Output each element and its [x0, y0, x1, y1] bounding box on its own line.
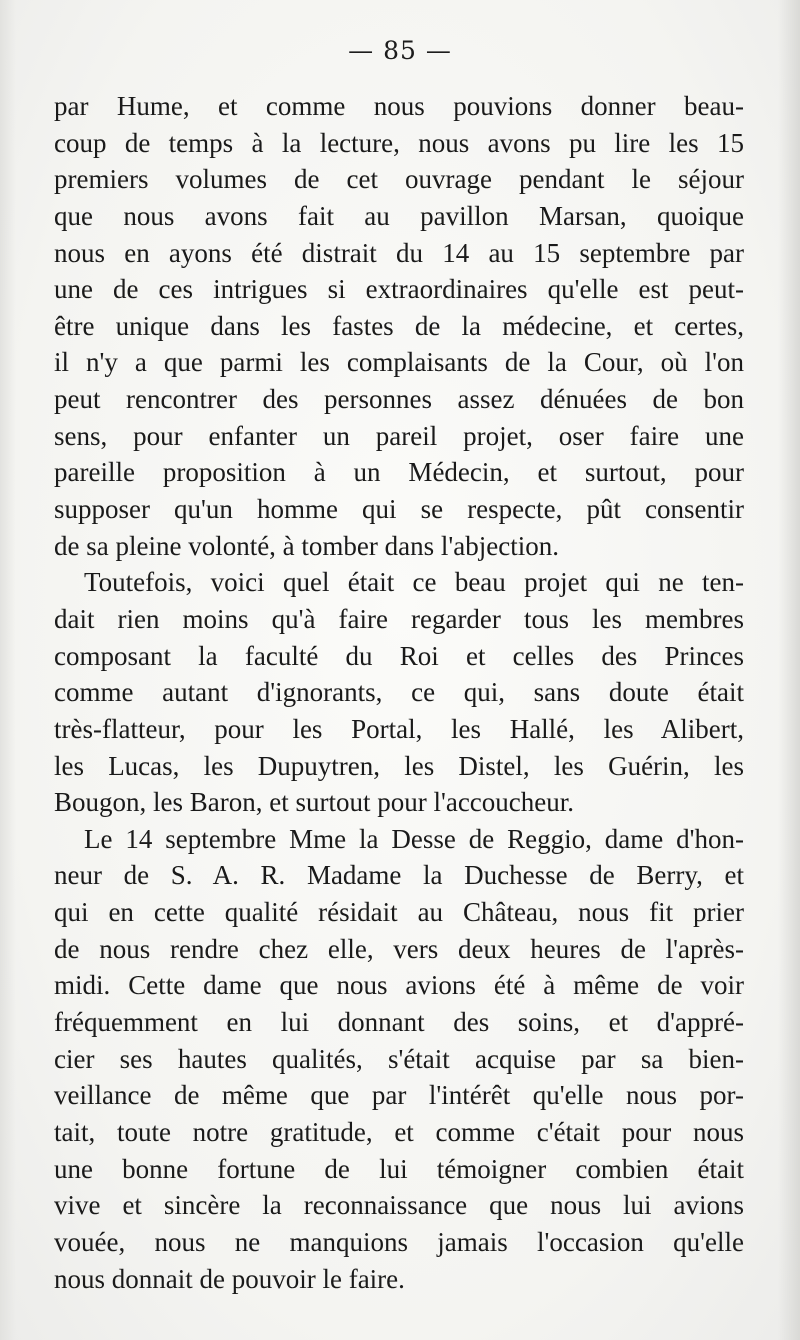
text-line: coup de temps à la lecture, nous avons pu lire les 15 [54, 127, 744, 158]
text-line: midi. Cette dame que nous avions été à même de voir [54, 970, 744, 1001]
text-line: sens, pour enfanter un pareil projet, oser faire une [54, 420, 744, 451]
text-line: vive et sincère la reconnaissance que nous lui avions [54, 1190, 744, 1221]
text-line: nous en ayons été distrait du 14 au 15 septembre par [54, 237, 744, 268]
text-line: de nous rendre chez elle, vers deux heures de l'après- [54, 933, 744, 964]
text-line: les Lucas, les Dupuytren, les Distel, les Guérin, les [54, 750, 744, 781]
text-line: peut rencontrer des personnes assez dénuées de bon [54, 384, 744, 415]
page-edge-shadow-left [0, 0, 16, 1340]
text-line: dait rien moins qu'à faire regarder tous les membres [54, 603, 744, 634]
text-line: Le 14 septembre Mme la Desse de Reggio, dame d'hon- [84, 823, 744, 854]
text-line: une de ces intrigues si extraordinaires qu'elle est peut- [54, 274, 744, 305]
text-line: Bougon, les Baron, et surtout pour l'accoucheur. [54, 787, 575, 818]
text-line: composant la faculté du Roi et celles des Princes [54, 640, 744, 671]
text-line: neur de S. A. R. Madame la Duchesse de Berry, et [54, 860, 744, 891]
text-line: vouée, nous ne manquions jamais l'occasion qu'elle [54, 1226, 744, 1257]
text-line: cier ses hautes qualités, s'était acquise par sa bien- [54, 1043, 744, 1074]
text-line: que nous avons fait au pavillon Marsan, quoique [54, 200, 744, 231]
text-line: fréquemment en lui donnant des soins, et d'appré- [54, 1007, 744, 1038]
text-line: pareille proposition à un Médecin, et surtout, pour [54, 457, 744, 488]
text-line: une bonne fortune de lui témoigner combien était [54, 1153, 744, 1184]
text-line: très-flatteur, pour les Portal, les Hallé, les Alibert, [54, 713, 744, 744]
text-line: de sa pleine volonté, à tomber dans l'abjection. [54, 530, 559, 561]
text-line: Toutefois, voici quel était ce beau projet qui ne ten- [84, 567, 744, 598]
text-line: par Hume, et comme nous pouvions donner beau- [54, 91, 744, 121]
text-line: supposer qu'un homme qui se respecte, pût consentir [54, 494, 744, 525]
page-number: — 85 — [348, 36, 452, 65]
text-line: tait, toute notre gratitude, et comme c'était pour nous [54, 1116, 744, 1147]
text-line: il n'y a que parmi les complaisants de la Cour, où l'on [54, 347, 744, 378]
text-line: être unique dans les fastes de la médecine, et certes, [54, 310, 744, 341]
text-line: nous donnait de pouvoir le faire. [54, 1263, 405, 1294]
text-line: premiers volumes de cet ouvrage pendant le séjour [54, 164, 744, 195]
text-line: comme autant d'ignorants, ce qui, sans doute était [54, 677, 744, 708]
text-line: qui en cette qualité résidait au Château, nous fit prier [54, 897, 744, 928]
text-line: veillance de même que par l'intérêt qu'elle nous por- [54, 1080, 744, 1111]
body-text [54, 88, 744, 1297]
page-edge-shadow-right [778, 0, 800, 1340]
